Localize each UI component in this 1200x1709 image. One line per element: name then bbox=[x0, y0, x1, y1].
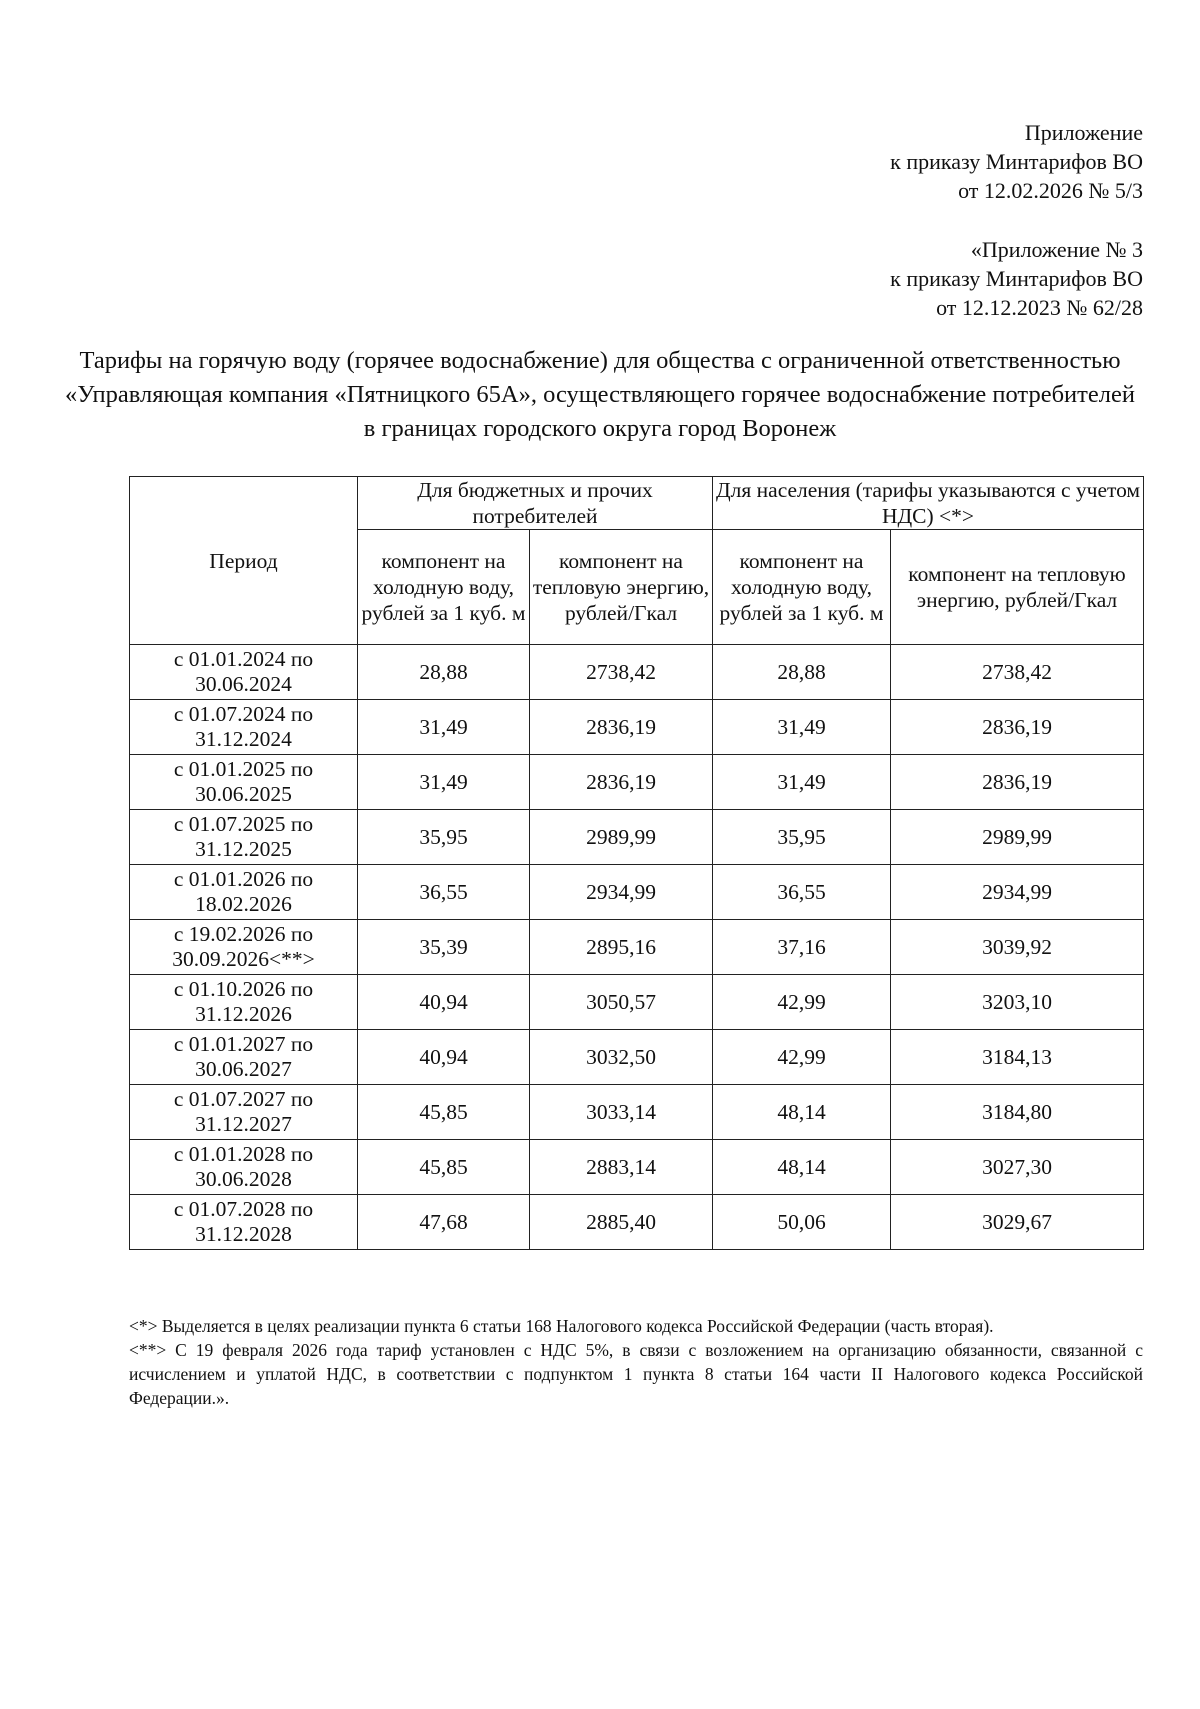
population-cold-cell: 28,88 bbox=[713, 645, 891, 700]
footnote-2: <**> С 19 февраля 2026 года тариф установлен с НДС 5%, в связи с возложением на организацию обязанности, связанной с исчислением и уплатой НДС, в соответствии с подпунктом 1 пункта 8 статьи 164 части II Налогового кодекса Российской Федерации.». bbox=[129, 1340, 1143, 1408]
budget-cold-cell: 36,55 bbox=[358, 865, 530, 920]
budget-cold-cell: 28,88 bbox=[358, 645, 530, 700]
population-cold-cell: 31,49 bbox=[713, 700, 891, 755]
population-heat-cell: 2989,99 bbox=[891, 810, 1144, 865]
budget-heat-cell: 3033,14 bbox=[530, 1085, 713, 1140]
period-cell: с 01.07.2027 по 31.12.2027 bbox=[130, 1085, 358, 1140]
population-cold-cell: 48,14 bbox=[713, 1140, 891, 1195]
budget-heat-cell: 2989,99 bbox=[530, 810, 713, 865]
table-row bbox=[130, 1140, 1144, 1195]
population-cold-header: компонент на холодную воду, рублей за 1 куб. м bbox=[713, 530, 891, 645]
period-cell: с 01.07.2025 по 31.12.2025 bbox=[130, 810, 358, 865]
population-heat-cell: 2836,19 bbox=[891, 700, 1144, 755]
tariff-table bbox=[129, 476, 1144, 1250]
budget-heat-cell: 2836,19 bbox=[530, 700, 713, 755]
period-cell: с 01.01.2027 по 30.06.2027 bbox=[130, 1030, 358, 1085]
population-heat-cell: 3029,67 bbox=[891, 1195, 1144, 1250]
budget-heat-cell: 2934,99 bbox=[530, 865, 713, 920]
population-cold-cell: 31,49 bbox=[713, 755, 891, 810]
annex-original-line3: от 12.12.2023 № 62/28 bbox=[936, 295, 1143, 320]
table-row bbox=[130, 810, 1144, 865]
period-cell: с 19.02.2026 по 30.09.2026<**> bbox=[130, 920, 358, 975]
population-heat-cell: 3184,80 bbox=[891, 1085, 1144, 1140]
population-cold-cell: 48,14 bbox=[713, 1085, 891, 1140]
population-cold-cell: 50,06 bbox=[713, 1195, 891, 1250]
table-row bbox=[130, 1030, 1144, 1085]
budget-heat-cell: 2883,14 bbox=[530, 1140, 713, 1195]
table-row bbox=[130, 975, 1144, 1030]
budget-cold-header: компонент на холодную воду, рублей за 1 куб. м bbox=[358, 530, 530, 645]
table-row bbox=[130, 755, 1144, 810]
budget-heat-cell: 2885,40 bbox=[530, 1195, 713, 1250]
tariff-table-wrapper bbox=[129, 476, 1143, 1250]
table-row bbox=[130, 1195, 1144, 1250]
annex-original-line1: «Приложение № 3 bbox=[970, 237, 1143, 262]
table-row bbox=[130, 645, 1144, 700]
population-heat-cell: 2934,99 bbox=[891, 865, 1144, 920]
budget-cold-cell: 40,94 bbox=[358, 1030, 530, 1085]
population-group-header: Для населения (тарифы указываются с учетом НДС) <*> bbox=[713, 477, 1144, 530]
period-cell: с 01.01.2025 по 30.06.2025 bbox=[130, 755, 358, 810]
period-header: Период bbox=[130, 477, 358, 645]
annex-current-block bbox=[443, 118, 1143, 205]
annex-original-line2: к приказу Минтарифов ВО bbox=[890, 266, 1143, 291]
population-heat-cell: 3184,13 bbox=[891, 1030, 1144, 1085]
budget-cold-cell: 47,68 bbox=[358, 1195, 530, 1250]
period-cell: с 01.01.2028 по 30.06.2028 bbox=[130, 1140, 358, 1195]
budget-heat-header: компонент на тепловую энергию, рублей/Гкал bbox=[530, 530, 713, 645]
footnotes bbox=[129, 1314, 1143, 1410]
annex-current-line3: от 12.02.2026 № 5/3 bbox=[958, 178, 1143, 203]
annex-current-line2: к приказу Минтарифов ВО bbox=[890, 149, 1143, 174]
budget-heat-cell: 2895,16 bbox=[530, 920, 713, 975]
budget-heat-cell: 3032,50 bbox=[530, 1030, 713, 1085]
budget-cold-cell: 35,95 bbox=[358, 810, 530, 865]
budget-heat-cell: 2738,42 bbox=[530, 645, 713, 700]
budget-group-header: Для бюджетных и прочих потребителей bbox=[358, 477, 713, 530]
table-row bbox=[130, 920, 1144, 975]
period-cell: с 01.10.2026 по 31.12.2026 bbox=[130, 975, 358, 1030]
period-cell: с 01.07.2024 по 31.12.2024 bbox=[130, 700, 358, 755]
document-title: Тарифы на горячую воду (горячее водоснабжение) для общества с ограниченной ответственностью «Управляющая компания «Пятницкого 65А», осуществляющего горячее водоснабжение потребителей в границах городского округа город Воронеж bbox=[65, 347, 1135, 442]
budget-cold-cell: 45,85 bbox=[358, 1085, 530, 1140]
budget-cold-cell: 35,39 bbox=[358, 920, 530, 975]
population-heat-cell: 2836,19 bbox=[891, 755, 1144, 810]
period-cell: с 01.01.2024 по 30.06.2024 bbox=[130, 645, 358, 700]
footnote-1: <*> Выделяется в целях реализации пункта 6 статьи 168 Налогового кодекса Российской Федерации (часть вторая). bbox=[129, 1316, 994, 1336]
population-cold-cell: 42,99 bbox=[713, 1030, 891, 1085]
budget-cold-cell: 31,49 bbox=[358, 755, 530, 810]
population-heat-cell: 2738,42 bbox=[891, 645, 1144, 700]
budget-heat-cell: 2836,19 bbox=[530, 755, 713, 810]
budget-cold-cell: 45,85 bbox=[358, 1140, 530, 1195]
budget-cold-cell: 40,94 bbox=[358, 975, 530, 1030]
population-heat-cell: 3039,92 bbox=[891, 920, 1144, 975]
annex-current-line1: Приложение bbox=[1024, 120, 1143, 145]
budget-heat-cell: 3050,57 bbox=[530, 975, 713, 1030]
table-row bbox=[130, 865, 1144, 920]
population-heat-cell: 3027,30 bbox=[891, 1140, 1144, 1195]
budget-cold-cell: 31,49 bbox=[358, 700, 530, 755]
table-header-row-groups bbox=[130, 477, 1144, 530]
annex-original-block bbox=[443, 235, 1143, 322]
population-cold-cell: 37,16 bbox=[713, 920, 891, 975]
period-cell: с 01.01.2026 по 18.02.2026 bbox=[130, 865, 358, 920]
population-cold-cell: 42,99 bbox=[713, 975, 891, 1030]
table-row bbox=[130, 700, 1144, 755]
table-row bbox=[130, 1085, 1144, 1140]
population-cold-cell: 35,95 bbox=[713, 810, 891, 865]
population-heat-header: компонент на тепловую энергию, рублей/Гкал bbox=[891, 530, 1144, 645]
population-cold-cell: 36,55 bbox=[713, 865, 891, 920]
period-cell: с 01.07.2028 по 31.12.2028 bbox=[130, 1195, 358, 1250]
population-heat-cell: 3203,10 bbox=[891, 975, 1144, 1030]
